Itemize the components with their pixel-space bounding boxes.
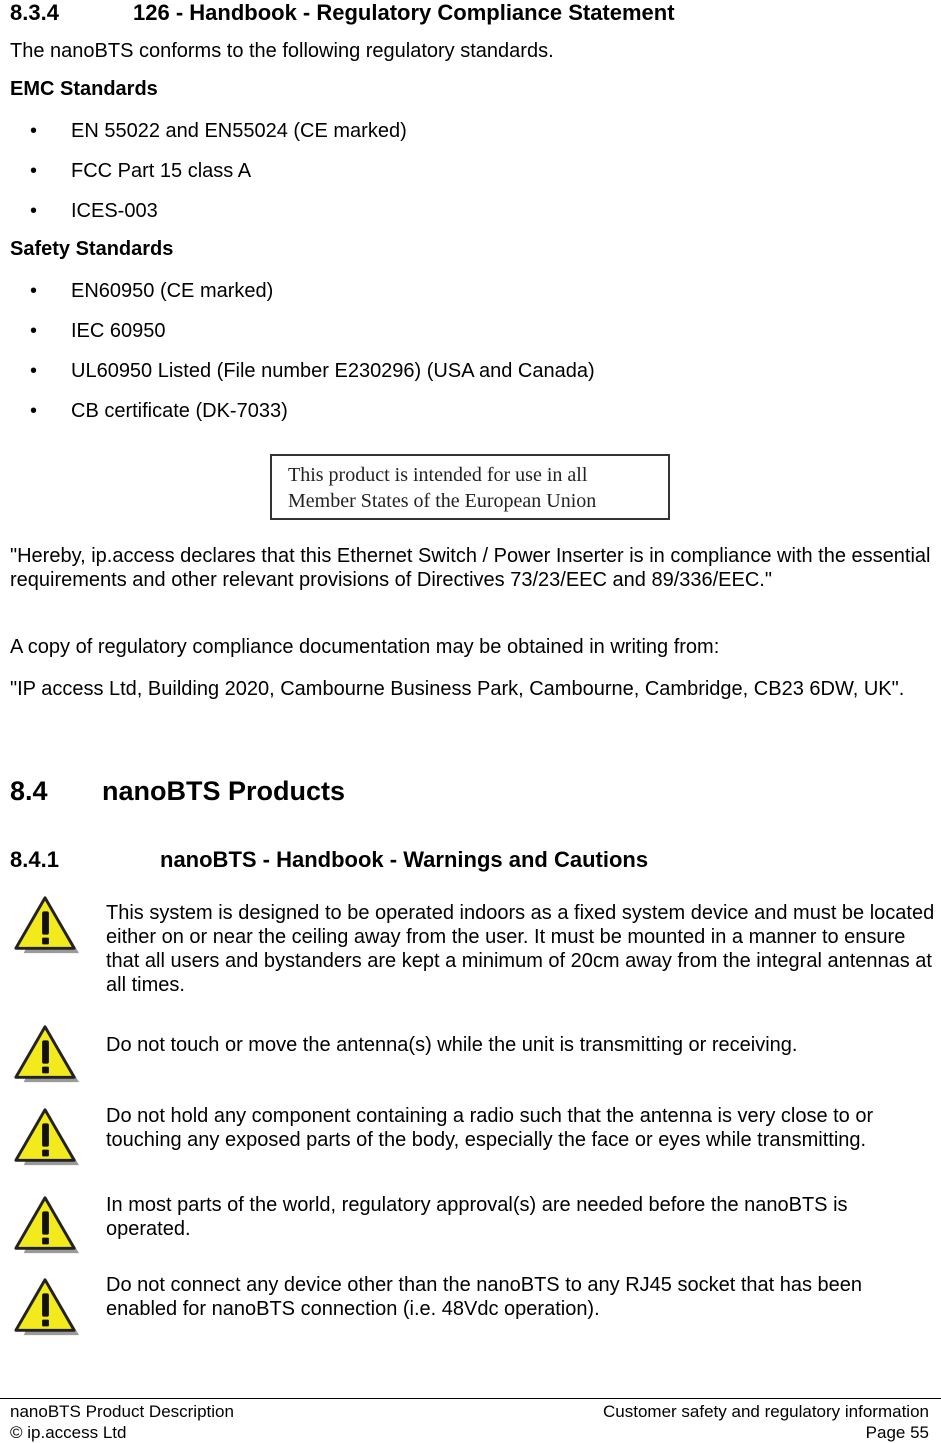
warning-triangle-icon [12, 1105, 80, 1167]
intro-text: The nanoBTS conforms to the following regulatory standards. [10, 40, 554, 62]
bullet: • [30, 120, 38, 142]
safety-heading: Safety Standards [10, 238, 174, 260]
list-item [30, 359, 910, 383]
eu-notice-line-2: Member States of the European Union [288, 490, 597, 512]
eu-notice-box [270, 454, 670, 520]
warning-text: Do not hold any component containing a radio such that the antenna is very close to or touching any exposed parts of the body, especially the face or eyes while transmitting. [106, 1105, 874, 1151]
list-item-text: CB certificate (DK-7033) [71, 400, 288, 422]
warning-text: Do not connect any device other than the nanoBTS to any RJ45 socket that has been enabled for nanoBTS connection (i.e. 48Vdc operation). [106, 1274, 863, 1320]
list-item [30, 399, 910, 423]
list-item-text: UL60950 Listed (File number E230296) (USA and Canada) [71, 360, 595, 382]
bullet: • [30, 160, 38, 182]
bullet: • [30, 200, 38, 222]
footer-doc-title: nanoBTS Product Description [10, 1402, 234, 1421]
list-item-text: EN 55022 and EN55024 (CE marked) [71, 120, 407, 142]
warning-triangle-icon [12, 893, 80, 955]
warning-triangle-icon [12, 1275, 80, 1337]
section-title: 126 - Handbook - Regulatory Compliance Statement [133, 0, 675, 25]
copy-note-text: A copy of regulatory compliance documentation may be obtained in writing from: [10, 636, 720, 658]
bullet: • [30, 320, 38, 342]
warning-text: Do not touch or move the antenna(s) while the unit is transmitting or receiving. [106, 1034, 798, 1056]
warning-triangle-icon [12, 1193, 80, 1255]
list-item [30, 119, 910, 143]
declaration-text: "Hereby, ip.access declares that this Ethernet Switch / Power Inserter is in compliance with the essential requirements and other relevant provisions of Directives 73/23/EEC and 89/336/EEC." [10, 545, 931, 591]
list-item-text: IEC 60950 [71, 320, 166, 342]
section-heading-8-4 [10, 776, 910, 807]
bullet: • [30, 400, 38, 422]
list-item [30, 159, 910, 183]
section-title: nanoBTS Products [102, 776, 346, 806]
emc-heading: EMC Standards [10, 78, 158, 100]
list-item [30, 319, 910, 343]
bullet: • [30, 360, 38, 382]
section-heading-8-4-1 [10, 847, 910, 873]
footer-section-name: Customer safety and regulatory information [603, 1402, 929, 1421]
section-title: nanoBTS - Handbook - Warnings and Cautions [160, 847, 649, 872]
warning-text: This system is designed to be operated indoors as a fixed system device and must be located either on or near the ceiling away from the user. It must be mounted in a manner to ensure that all users and bystanders are kept a minimum of 20cm away from the integral antennas at all times. [106, 902, 935, 996]
section-number: 8.4 [10, 776, 48, 806]
page-footer [0, 1398, 941, 1442]
section-number: 8.3.4 [10, 0, 59, 25]
footer-copyright: © ip.access Ltd [10, 1423, 127, 1442]
address-text: "IP access Ltd, Building 2020, Cambourne Business Park, Cambourne, Cambridge, CB23 6DW, UK". [10, 678, 905, 700]
list-item-text: FCC Part 15 class A [71, 160, 252, 182]
bullet: • [30, 280, 38, 302]
warning-text: In most parts of the world, regulatory approval(s) are needed before the nanoBTS is operated. [106, 1194, 848, 1240]
eu-notice-line-1: This product is intended for use in all [288, 464, 588, 486]
section-number: 8.4.1 [10, 847, 59, 872]
list-item-text: ICES-003 [71, 200, 158, 222]
section-heading-8-3-4 [10, 0, 930, 26]
list-item-text: EN60950 (CE marked) [71, 280, 274, 302]
footer-page-number: Page 55 [865, 1423, 929, 1442]
list-item [30, 199, 910, 223]
list-item [30, 279, 910, 303]
warning-triangle-icon [12, 1022, 80, 1084]
